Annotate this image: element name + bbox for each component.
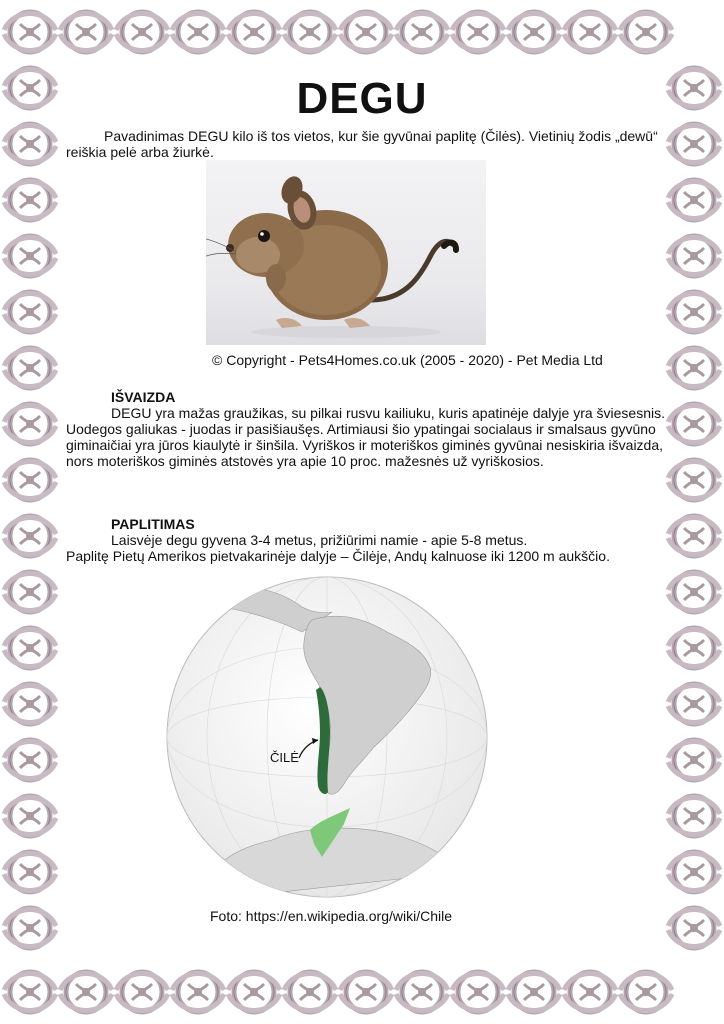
border-ornament [668, 348, 720, 388]
intro-text: Pavadinimas DEGU kilo iš tos vietos, kur šie gyvūnai paplitę (Čilės). Vietinių žodis „dewū“ reiškia pelė arba žiurkė. [66, 128, 658, 160]
border-ornament [668, 572, 720, 612]
border-ornament [4, 12, 56, 52]
border-ornament [228, 972, 280, 1012]
border-ornament [668, 236, 720, 276]
border-ornament [284, 972, 336, 1012]
border-ornament [668, 628, 720, 668]
border-ornament [340, 972, 392, 1012]
border-ornament [4, 572, 56, 612]
photo-credit: © Copyright - Pets4Homes.co.uk (2005 - 2020) - Pet Media Ltd [212, 352, 603, 368]
border-ornament [172, 972, 224, 1012]
border-ornament [4, 972, 56, 1012]
section-heading-isvaizda: IŠVAIZDA [111, 389, 176, 405]
border-ornament [116, 972, 168, 1012]
border-ornament [4, 180, 56, 220]
border-ornament [668, 180, 720, 220]
map-credit: Foto: https://en.wikipedia.org/wiki/Chile [210, 908, 452, 924]
border-ornament [452, 12, 504, 52]
chile-globe-map [162, 572, 492, 902]
border-ornament [4, 292, 56, 332]
border-ornament [284, 12, 336, 52]
page-title: DEGU [296, 74, 428, 123]
border-ornament [228, 12, 280, 52]
section-body-isvaizda: DEGU yra mažas graužikas, su pilkai rusvu kailiuku, kuris apatinėje dalyje yra šviesesnis. Uodegos galiukas - juodas ir pasišiaušęs. Artimiausi šio ypatingai socialaus ir smalsaus gyvūno giminaičiai yra jūros kiaulytė ir šinšila. Vyriškos ir moteriškos giminės gyvūnai nesiskiria išvaizda, nors moteriškos giminės atstovės yra apie 10 proc. mažesnės už vyriškosios. [66, 405, 665, 469]
degu-photo [206, 160, 486, 345]
border-ornament [4, 516, 56, 556]
border-ornament [668, 292, 720, 332]
border-ornament [620, 12, 672, 52]
border-ornament [4, 796, 56, 836]
border-ornament [4, 124, 56, 164]
border-ornament [564, 972, 616, 1012]
range-text: Paplitę Pietų Amerikos pietvakarinėje dalyje – Čilėje, Andų kalnuose iki 1200 m aukščio. [66, 548, 610, 564]
border-ornament [4, 460, 56, 500]
border-ornament [668, 908, 720, 948]
border-ornament [668, 684, 720, 724]
border-ornament [60, 12, 112, 52]
border-ornament [4, 236, 56, 276]
border-ornament [4, 628, 56, 668]
border-ornament [508, 972, 560, 1012]
section-heading-paplitimas: PAPLITIMAS [111, 516, 195, 532]
border-ornament [396, 12, 448, 52]
border-ornament [4, 908, 56, 948]
border-ornament [668, 796, 720, 836]
border-ornament [668, 852, 720, 892]
border-ornament [172, 12, 224, 52]
border-ornament [60, 972, 112, 1012]
border-ornament [116, 12, 168, 52]
border-ornament [4, 684, 56, 724]
border-ornament [452, 972, 504, 1012]
border-ornament [620, 972, 672, 1012]
border-ornament [4, 348, 56, 388]
border-ornament [4, 404, 56, 444]
border-ornament [508, 12, 560, 52]
border-ornament [4, 740, 56, 780]
border-ornament [340, 12, 392, 52]
border-ornament [4, 852, 56, 892]
lifespan-text: Laisvėje degu gyvena 3-4 metus, prižiūrimi namie - apie 5-8 metus. [111, 532, 528, 548]
border-ornament [668, 740, 720, 780]
border-ornament [564, 12, 616, 52]
map-label-chile: ČILĖ [270, 750, 299, 765]
border-ornament [396, 972, 448, 1012]
